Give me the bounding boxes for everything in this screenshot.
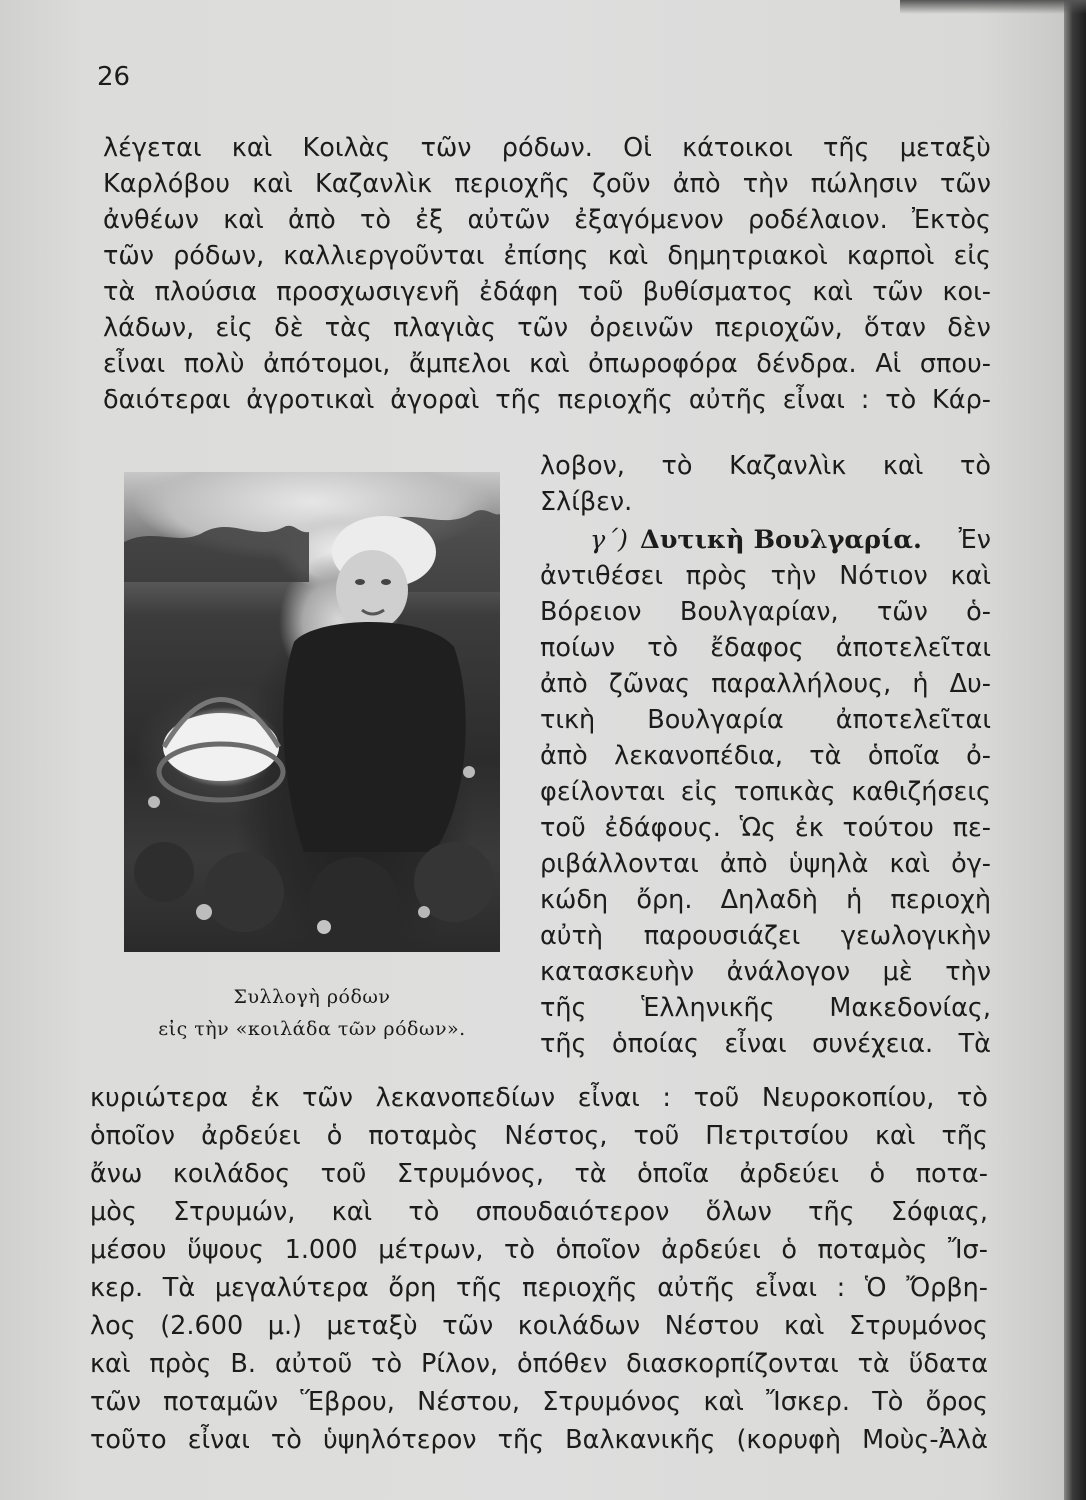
word: καλλιεργοῦνται (283, 241, 485, 271)
word: καὶ (223, 205, 264, 235)
word: ἀγροτικαὶ (246, 385, 375, 415)
word: ἀντιθέσει (540, 561, 663, 591)
word: τοῦ (577, 277, 624, 307)
word: ἀνάλογον (726, 957, 851, 987)
word: ἡ (846, 885, 863, 915)
word: πρὸς (149, 1349, 212, 1379)
word: ὅλων (705, 1197, 772, 1227)
word: καὶ (874, 1121, 916, 1151)
word: Νότιον (839, 561, 928, 591)
word: ποίων (540, 633, 616, 663)
word: τὸ (504, 1235, 535, 1265)
word: περιοχῶν, (714, 313, 843, 343)
text-line (540, 666, 991, 702)
word: τὸ (661, 451, 693, 481)
word: Τὰ (958, 1029, 991, 1059)
word: διασκορπίζονται (626, 1349, 839, 1379)
word: Στρυμόνος, (396, 1159, 544, 1189)
word: τοῦ (540, 813, 586, 843)
word: Ὄρβη- (906, 1273, 988, 1303)
word: Νέστος, (504, 1121, 608, 1151)
photo-caption-line: Συλλογὴ ρόδων (233, 986, 391, 1008)
word: ποτα- (915, 1159, 988, 1189)
word: καὶ (607, 241, 649, 271)
word: ἀπὸ (719, 849, 768, 879)
word: δὲν (947, 313, 991, 343)
word: ὕψους (187, 1235, 265, 1265)
text-line (90, 1156, 988, 1192)
word: ροδέλαιον. (748, 205, 888, 235)
word: τοῦτο (90, 1425, 167, 1455)
word: τούτου (842, 813, 934, 843)
word: Σόφιας, (890, 1197, 988, 1227)
word: πολὺ (183, 349, 245, 379)
word: ἀποτελεῖται (835, 633, 991, 663)
word: ἀποτελεῖται (835, 705, 991, 735)
word: καὶ (950, 561, 991, 591)
word: ἐκ (794, 813, 824, 843)
page-edge-shadow (1064, 0, 1086, 1500)
word: ὑψηλὰ (788, 849, 869, 879)
word: (2.600 (160, 1311, 244, 1341)
text-line (103, 166, 991, 202)
word: ἀρδεύει (739, 1159, 840, 1189)
word: μὸς (90, 1197, 137, 1227)
word: ὁποῖα (637, 1159, 710, 1189)
photo-caption-line: εἰς τὴν «κοιλάδα τῶν ρόδων». (158, 1018, 466, 1040)
word: ζῶνας (608, 669, 691, 699)
word: καὶ (812, 277, 853, 307)
word: Βαλκανικῆς (565, 1425, 716, 1455)
word: ὄρη (388, 1273, 437, 1303)
word: ποταμῶν (163, 1387, 279, 1417)
word: ὄρος (925, 1387, 988, 1417)
word: τῶν (876, 597, 928, 627)
word: ὅταν (864, 313, 927, 343)
word: σπου- (919, 349, 991, 379)
word: ἐπίσης (503, 241, 589, 271)
word: παραλλήλους, (711, 669, 892, 699)
word: περιοχῆς (522, 1273, 638, 1303)
word: Βουλγαρία (647, 705, 784, 735)
word: ὀ- (966, 741, 991, 771)
word: τῆς (497, 1425, 545, 1455)
word: δημητριακοὶ (667, 241, 828, 271)
word: κοιλάδος (172, 1159, 291, 1189)
word: τῶν (517, 313, 569, 343)
word: τῶν (940, 169, 991, 199)
word: τοῦ (693, 1083, 740, 1113)
word: τὰ (809, 741, 842, 771)
word: ὕδατα (908, 1349, 988, 1379)
word: ἐξ (415, 205, 444, 235)
word: Ὁ (864, 1273, 887, 1303)
text-line (540, 558, 991, 594)
word: τῶν (420, 133, 472, 163)
word: Κάρ- (932, 385, 991, 415)
word: ἀγοραὶ (390, 385, 480, 415)
word: Καρλόβου (103, 169, 231, 199)
word: ὁποῖα (867, 741, 940, 771)
word: κατασκευὴν (540, 957, 695, 987)
word: καὶ (529, 349, 570, 379)
word: ἄνω (90, 1159, 143, 1189)
word: ρόδων, (173, 241, 265, 271)
word: αὐτῆς (688, 385, 767, 415)
word: τῆς (540, 993, 587, 1023)
word: Νευροκοπίου, (761, 1083, 935, 1113)
page-number: 26 (97, 62, 131, 92)
word: τῶν (872, 277, 924, 307)
word: Ρίλον, (421, 1349, 499, 1379)
word: τὰς (324, 313, 372, 343)
word: κώδη (540, 885, 609, 915)
word: καὶ (252, 169, 293, 199)
text-line (540, 702, 991, 738)
word: τῆς (808, 1197, 855, 1227)
word: τὰ (103, 277, 136, 307)
text-line (90, 1118, 988, 1154)
word: τὸ (371, 1349, 403, 1379)
word: ὁποῖον (555, 1235, 641, 1265)
word: εἶναι (187, 1425, 250, 1455)
word: κερ. (90, 1273, 144, 1303)
text-line (103, 238, 991, 274)
word: εἶναι (724, 1029, 787, 1059)
word: κάτοικοι (682, 133, 793, 163)
text-line (540, 954, 991, 990)
word: Καζανλὶκ (729, 451, 847, 481)
word: τῶν (302, 1083, 354, 1113)
text-line (90, 1308, 988, 1344)
word: Ἑλληνικῆς (641, 993, 775, 1023)
word: ἡ (912, 669, 929, 699)
word: λέγεται (103, 133, 202, 163)
text-line (90, 1232, 988, 1268)
word: γεωλογικὴν (840, 921, 991, 951)
word: Καζανλὶκ (314, 169, 433, 199)
word: καὶ (331, 1197, 373, 1227)
word: ἀπὸ (540, 741, 588, 771)
word: σπουδαιότερον (475, 1197, 670, 1227)
word: αὐτοῦ (274, 1349, 353, 1379)
word: ἀρδεύει (661, 1235, 761, 1265)
word: δένδρα. (756, 349, 857, 379)
word: μὲ (882, 957, 913, 987)
word: ὁ (869, 1159, 886, 1189)
word: λοβον, (540, 451, 625, 481)
word: ὀγ- (951, 849, 991, 879)
word: καθιζήσεις (851, 777, 991, 807)
word: ἀπὸ (540, 669, 588, 699)
word: ἔδαφος (710, 633, 804, 663)
word: καρποὶ (846, 241, 935, 271)
word: εἰς (953, 241, 991, 271)
text-line (540, 1026, 991, 1062)
photo-detail (124, 472, 500, 952)
word: ὁπόθεν (517, 1349, 608, 1379)
page-top-shadow (900, 0, 1086, 14)
word: εἶναι (577, 1083, 640, 1113)
word: κυριώτερα (90, 1083, 229, 1113)
word: ἐξαγόμενον (574, 205, 724, 235)
word: μεταξὺ (899, 133, 991, 163)
word: τῶν (103, 241, 154, 271)
word: ὁποίας (611, 1029, 699, 1059)
word: ὁ- (966, 597, 991, 627)
word: ἀπὸ (287, 205, 336, 235)
word: περιοχὴ (890, 885, 991, 915)
word: τῶν (90, 1387, 141, 1417)
word: τὸ (359, 205, 391, 235)
text-line (540, 594, 991, 630)
text-line (540, 918, 991, 954)
word: καὶ (703, 1387, 744, 1417)
word: τὸ (960, 451, 991, 481)
word: τοῦ (633, 1121, 680, 1151)
word: : (860, 385, 870, 415)
word: προσχωσιγενῆ (276, 277, 460, 307)
word: εἶναι (754, 1273, 817, 1303)
word: ὀρεινῶν (589, 313, 694, 343)
word: δαιότεραι (103, 385, 231, 415)
text-line (90, 1384, 988, 1420)
text-line (540, 630, 991, 666)
word: ὀπωροφόρα (588, 349, 738, 379)
word: Μοὺς-Ἀλὰ (862, 1425, 988, 1455)
word: Πετριτσίου (705, 1121, 849, 1151)
word: τὸ (885, 385, 917, 415)
text-line (90, 1194, 988, 1230)
word: ἐδάφη (479, 277, 559, 307)
word: λάδων, (103, 313, 195, 343)
word: Δυ- (949, 669, 991, 699)
word: Στρυμών, (173, 1197, 296, 1227)
word: ὑψηλότερον (322, 1425, 477, 1455)
word: τὸ (956, 1083, 988, 1113)
word: : (836, 1273, 846, 1303)
text-line (540, 846, 991, 882)
text-line (103, 274, 991, 310)
word: Ὡς (739, 813, 777, 843)
word: ριβάλλονται (540, 849, 699, 879)
word: τὸ (270, 1425, 302, 1455)
word: τῆς (455, 1273, 503, 1303)
word: Δηλαδὴ (720, 885, 818, 915)
text-line (540, 882, 991, 918)
word: ἐδάφους. (604, 813, 721, 843)
word: ὁ (326, 1121, 343, 1151)
word: τὸ (408, 1197, 440, 1227)
section-heading (590, 522, 991, 558)
word: τῶν (442, 1311, 494, 1341)
text-line (540, 810, 991, 846)
text-line (90, 1346, 988, 1382)
word: Ἐκτὸς (911, 205, 991, 235)
word: ἄμπελοι (408, 349, 511, 379)
word: ἀνθέων (103, 205, 200, 235)
word: τὸ (647, 633, 679, 663)
word: λος (90, 1311, 136, 1341)
text-line (103, 310, 991, 346)
text-line (103, 130, 991, 166)
word: τῆς (540, 1029, 587, 1059)
word: αὐτῆς (657, 1273, 736, 1303)
word: λεκανοπέδια, (614, 741, 783, 771)
word: ἐκ (250, 1083, 280, 1113)
word: μεγαλύτερα (214, 1273, 369, 1303)
text-line (103, 202, 991, 238)
word: Βόρειον (540, 597, 642, 627)
word: περιοχῆς (454, 169, 570, 199)
word: καὶ (882, 451, 924, 481)
text-line: Σλίβεν. (540, 487, 633, 517)
word: τὴν (945, 957, 991, 987)
word: Μακεδονίας, (829, 993, 991, 1023)
word: : (662, 1083, 671, 1113)
word: τῆς (823, 133, 870, 163)
word: ρόδων. (501, 133, 593, 163)
word: Οἱ (623, 133, 652, 163)
word: καὶ (889, 849, 930, 879)
word: ἀπὸ (672, 169, 721, 199)
word: τικὴ (540, 705, 596, 735)
word: Στρυμόνος (542, 1387, 682, 1417)
word: συνέχεια. (812, 1029, 934, 1059)
word: (κορυφὴ (736, 1425, 841, 1455)
word: φείλονται (540, 777, 665, 807)
word: εἶναι (103, 349, 166, 379)
word: καὶ (231, 133, 273, 163)
word: ποταμὸς (368, 1121, 479, 1151)
word: ζοῦν (592, 169, 651, 199)
word: ποταμὸς (817, 1235, 928, 1265)
word: τῆς (941, 1121, 988, 1151)
word: ὁ (781, 1235, 797, 1265)
word: Στρυμόνος (848, 1311, 988, 1341)
word: βυθίσματος (642, 277, 794, 307)
word: παρουσιάζει (643, 921, 801, 951)
word: εἶναι (782, 385, 845, 415)
word: τὴν (770, 561, 817, 591)
word: αὐτὴ (540, 921, 604, 951)
word: Ἴσ- (948, 1235, 988, 1265)
rose-harvest-photo (124, 472, 500, 952)
word: πλαγιὰς (393, 313, 496, 343)
text-line (103, 382, 991, 418)
text-line (103, 346, 991, 382)
word: τὴν (742, 169, 789, 199)
word: Ἴσκερ. (766, 1387, 850, 1417)
word: λεκανοπεδίων (375, 1083, 556, 1113)
word: Κοιλὰς (302, 133, 391, 163)
word: Ἕβρου, (300, 1387, 395, 1417)
text-line (90, 1270, 988, 1306)
word: Νέστου, (417, 1387, 520, 1417)
text-line (540, 738, 991, 774)
word: καὶ (90, 1349, 131, 1379)
word: Αἱ (875, 349, 902, 379)
word: ὁποῖον (90, 1121, 176, 1151)
word: 1.000 (284, 1235, 358, 1265)
word: τὰ (574, 1159, 607, 1189)
text-line (540, 774, 991, 810)
word: πρὸς (685, 561, 748, 591)
text-line (540, 448, 991, 484)
section-heading-continuation: Ἐν (958, 525, 991, 555)
word: Βουλγαρίαν, (679, 597, 839, 627)
word: μέτρων, (378, 1235, 484, 1265)
word: Τὰ (162, 1273, 196, 1303)
word: καὶ (783, 1311, 825, 1341)
word: Β. (230, 1349, 257, 1379)
word: αὐτῶν (467, 205, 550, 235)
word: κοιλάδων (517, 1311, 641, 1341)
word: πώλησιν (810, 169, 918, 199)
word: κοι- (942, 277, 991, 307)
word: μ.) (267, 1311, 302, 1341)
word: ὄρη. (636, 885, 693, 915)
word: δὲ (274, 313, 304, 343)
word: εἰς (680, 777, 719, 807)
word: ἀρδεύει (201, 1121, 301, 1151)
word: πε- (952, 813, 991, 843)
word: πλούσια (154, 277, 257, 307)
word: Νέστου (664, 1311, 760, 1341)
word: μεταξὺ (326, 1311, 418, 1341)
word: περιοχῆς (557, 385, 674, 415)
word: τοπικὰς (733, 777, 836, 807)
text-line (90, 1080, 988, 1116)
word: εἰς (215, 313, 253, 343)
word: τὰ (857, 1349, 890, 1379)
text-line (540, 990, 991, 1026)
word: μέσου (90, 1235, 167, 1265)
word: ἀπότομοι, (263, 349, 391, 379)
word: Τὸ (872, 1387, 904, 1417)
section-label: γ΄) (590, 525, 628, 555)
text-line (90, 1422, 988, 1458)
word: τῆς (495, 385, 542, 415)
word: τοῦ (320, 1159, 367, 1189)
section-title: Δυτικὴ Βουλγαρία. (639, 525, 922, 555)
